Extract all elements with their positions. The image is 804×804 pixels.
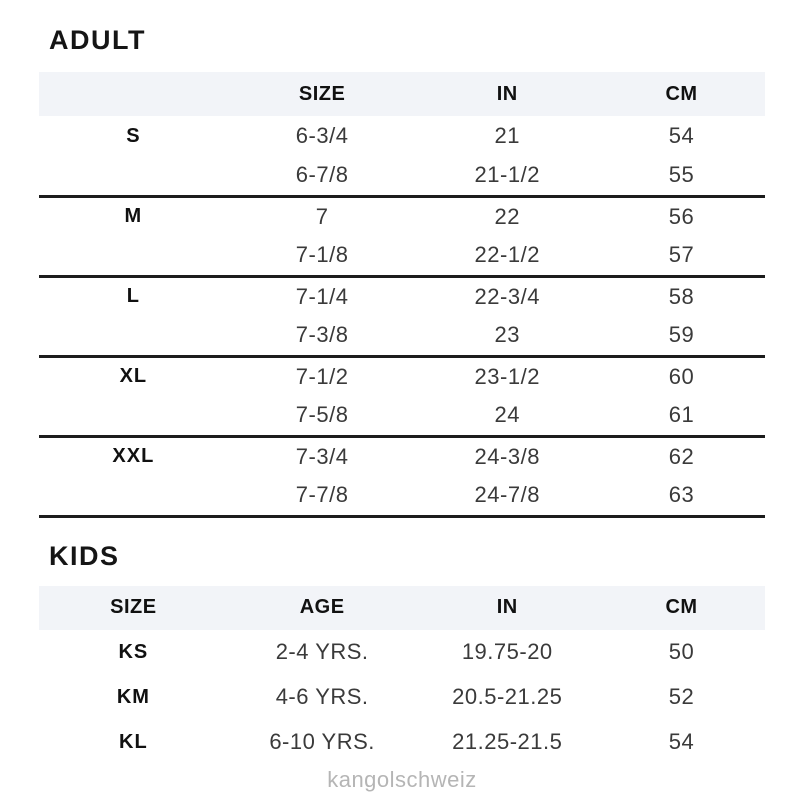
adult-size-label-cell bbox=[39, 396, 228, 436]
kids-value-cell: 50 bbox=[668, 639, 695, 664]
adult-size-label-cell: XL bbox=[119, 365, 148, 388]
kids-table-row bbox=[39, 720, 765, 765]
adult-section-title: ADULT bbox=[49, 25, 146, 55]
adult-table-row bbox=[39, 396, 765, 436]
kids-value-cell: 54 bbox=[668, 729, 695, 754]
adult-table-row bbox=[39, 356, 765, 396]
adult-size-label-cell bbox=[39, 316, 228, 356]
kids-col-header-age: AGE bbox=[228, 586, 417, 630]
adult-value-cell: 59 bbox=[598, 316, 765, 356]
kids-header-row bbox=[39, 586, 765, 630]
adult-value-cell: 56 bbox=[668, 203, 695, 229]
watermark: kangolschweiz bbox=[327, 766, 477, 792]
adult-col-header-size: SIZE bbox=[228, 72, 417, 116]
kids-col-header-in: IN bbox=[417, 586, 599, 630]
adult-value-cell: 60 bbox=[668, 363, 695, 389]
adult-table-row bbox=[39, 196, 765, 236]
kids-value-cell: 6-10 YRS. bbox=[269, 729, 375, 754]
adult-value-cell: 24-3/8 bbox=[474, 443, 540, 469]
adult-value-cell: 23-1/2 bbox=[474, 363, 540, 389]
adult-size-label-cell bbox=[39, 476, 228, 516]
adult-value-cell: 55 bbox=[598, 156, 765, 196]
kids-size-table bbox=[39, 586, 765, 765]
adult-table-row bbox=[39, 276, 765, 316]
adult-value-cell: 62 bbox=[668, 443, 695, 469]
adult-value-cell: 7 bbox=[315, 203, 329, 229]
adult-value-cell: 63 bbox=[598, 476, 765, 516]
adult-value-cell: 54 bbox=[668, 123, 695, 148]
kids-value-cell: 4-6 YRS. bbox=[275, 684, 369, 709]
adult-table-row bbox=[39, 236, 765, 276]
adult-value-cell: 7-7/8 bbox=[228, 476, 417, 516]
kids-table-row bbox=[39, 675, 765, 720]
adult-value-cell: 7-3/4 bbox=[295, 443, 349, 469]
kids-size-label-cell: KL bbox=[119, 730, 148, 753]
kids-table-row bbox=[39, 630, 765, 675]
adult-size-label-cell: XXL bbox=[112, 445, 155, 468]
kids-size-label-cell: KM bbox=[116, 685, 150, 708]
adult-value-cell: 21 bbox=[494, 123, 520, 148]
adult-size-label-cell bbox=[39, 236, 228, 276]
kids-size-label-cell: KS bbox=[118, 640, 149, 663]
adult-value-cell: 21-1/2 bbox=[417, 156, 599, 196]
kids-value-cell: 19.75-20 bbox=[461, 639, 553, 664]
adult-value-cell: 7-3/8 bbox=[228, 316, 417, 356]
kids-value-cell: 21.25-21.5 bbox=[452, 729, 563, 754]
adult-col-header-cm: CM bbox=[598, 72, 765, 116]
adult-size-label-cell: M bbox=[124, 205, 143, 228]
adult-value-cell: 22-3/4 bbox=[474, 283, 540, 309]
adult-table-row bbox=[39, 436, 765, 476]
kids-value-cell: 2-4 YRS. bbox=[275, 639, 369, 664]
adult-table-row bbox=[39, 476, 765, 516]
adult-section bbox=[39, 26, 765, 518]
adult-value-cell: 58 bbox=[668, 283, 695, 309]
adult-value-cell: 7-1/8 bbox=[228, 236, 417, 276]
adult-value-cell: 61 bbox=[598, 396, 765, 436]
adult-value-cell: 22 bbox=[494, 203, 520, 229]
adult-value-cell: 6-7/8 bbox=[228, 156, 417, 196]
adult-table-row bbox=[39, 116, 765, 156]
adult-value-cell: 57 bbox=[598, 236, 765, 276]
adult-size-label-cell bbox=[39, 156, 228, 196]
adult-table-row bbox=[39, 156, 765, 196]
adult-value-cell: 22-1/2 bbox=[417, 236, 599, 276]
adult-size-table bbox=[39, 72, 765, 518]
adult-value-cell: 24 bbox=[417, 396, 599, 436]
adult-value-cell: 24-7/8 bbox=[417, 476, 599, 516]
kids-section bbox=[39, 542, 765, 765]
adult-table-row bbox=[39, 316, 765, 356]
adult-value-cell: 7-1/4 bbox=[295, 283, 349, 309]
adult-size-label-cell: S bbox=[126, 124, 141, 147]
adult-col-header-in: IN bbox=[417, 72, 599, 116]
adult-value-cell: 6-3/4 bbox=[295, 123, 349, 148]
kids-value-cell: 52 bbox=[668, 684, 695, 709]
adult-col-header-blank bbox=[39, 72, 228, 116]
kids-col-header-size: SIZE bbox=[39, 586, 228, 630]
adult-value-cell: 7-5/8 bbox=[228, 396, 417, 436]
kids-value-cell: 20.5-21.25 bbox=[452, 684, 563, 709]
adult-value-cell: 7-1/2 bbox=[295, 363, 349, 389]
kids-col-header-cm: CM bbox=[598, 586, 765, 630]
adult-size-label-cell: L bbox=[126, 285, 140, 308]
adult-header-row bbox=[39, 72, 765, 116]
kids-section-title: KIDS bbox=[49, 540, 120, 571]
adult-value-cell: 23 bbox=[417, 316, 599, 356]
